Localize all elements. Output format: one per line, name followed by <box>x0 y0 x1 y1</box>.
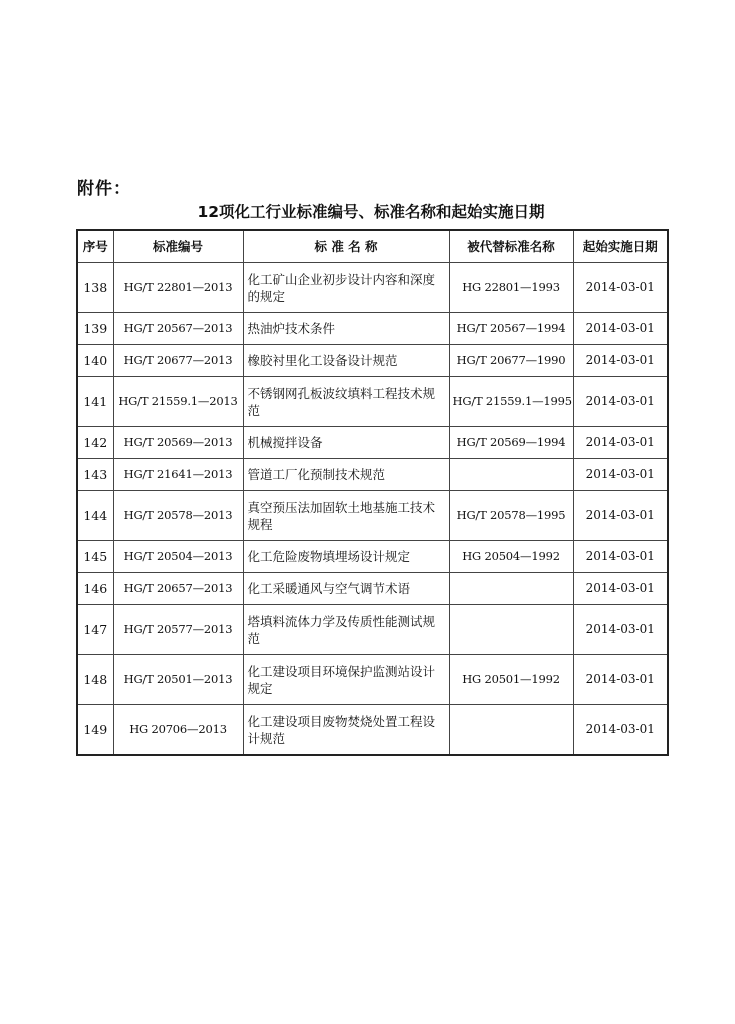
cell-date: 2014-03-01 <box>573 345 668 377</box>
cell-seq: 145 <box>77 541 113 573</box>
cell-seq: 149 <box>77 705 113 756</box>
cell-code: HG/T 20577—2013 <box>113 605 243 655</box>
header-date: 起始实施日期 <box>573 230 668 263</box>
cell-code: HG/T 20569—2013 <box>113 427 243 459</box>
cell-seq: 139 <box>77 313 113 345</box>
header-replaced: 被代替标准名称 <box>449 230 573 263</box>
cell-code: HG/T 20501—2013 <box>113 655 243 705</box>
table-row <box>77 605 668 655</box>
cell-code: HG/T 21641—2013 <box>113 459 243 491</box>
cell-name: 化工建设项目废物焚烧处置工程设计规范 <box>243 705 449 756</box>
cell-name: 塔填料流体力学及传质性能测试规范 <box>243 605 449 655</box>
standards-table <box>76 229 669 756</box>
cell-date: 2014-03-01 <box>573 605 668 655</box>
cell-code: HG/T 21559.1—2013 <box>113 377 243 427</box>
cell-code: HG/T 20504—2013 <box>113 541 243 573</box>
cell-replaced <box>449 705 573 756</box>
cell-seq: 140 <box>77 345 113 377</box>
cell-date: 2014-03-01 <box>573 313 668 345</box>
header-code: 标准编号 <box>113 230 243 263</box>
table-row <box>77 655 668 705</box>
cell-date: 2014-03-01 <box>573 491 668 541</box>
cell-date: 2014-03-01 <box>573 377 668 427</box>
cell-name: 不锈钢网孔板波纹填料工程技术规范 <box>243 377 449 427</box>
cell-seq: 138 <box>77 263 113 313</box>
table-header-row <box>77 230 668 263</box>
cell-name: 化工危险废物填埋场设计规定 <box>243 541 449 573</box>
cell-name: 化工采暖通风与空气调节术语 <box>243 573 449 605</box>
cell-seq: 146 <box>77 573 113 605</box>
cell-date: 2014-03-01 <box>573 459 668 491</box>
table-row <box>77 313 668 345</box>
cell-name: 化工建设项目环境保护监测站设计规定 <box>243 655 449 705</box>
header-name: 标 准 名 称 <box>243 230 449 263</box>
table-row <box>77 491 668 541</box>
attachment-label: 附件： <box>77 179 131 199</box>
cell-code: HG/T 22801—2013 <box>113 263 243 313</box>
cell-replaced: HG/T 20569—1994 <box>449 427 573 459</box>
cell-replaced: HG/T 20567—1994 <box>449 313 573 345</box>
table-row <box>77 573 668 605</box>
table-row <box>77 427 668 459</box>
cell-replaced: HG/T 20677—1990 <box>449 345 573 377</box>
cell-date: 2014-03-01 <box>573 263 668 313</box>
cell-replaced: HG 22801—1993 <box>449 263 573 313</box>
table-row <box>77 263 668 313</box>
cell-name: 橡胶衬里化工设备设计规范 <box>243 345 449 377</box>
cell-replaced: HG/T 21559.1—1995 <box>449 377 573 427</box>
cell-date: 2014-03-01 <box>573 541 668 573</box>
cell-seq: 143 <box>77 459 113 491</box>
cell-code: HG 20706—2013 <box>113 705 243 756</box>
cell-seq: 142 <box>77 427 113 459</box>
cell-code: HG/T 20578—2013 <box>113 491 243 541</box>
cell-seq: 147 <box>77 605 113 655</box>
table-row <box>77 541 668 573</box>
cell-code: HG/T 20657—2013 <box>113 573 243 605</box>
cell-name: 管道工厂化预制技术规范 <box>243 459 449 491</box>
cell-date: 2014-03-01 <box>573 705 668 756</box>
cell-code: HG/T 20677—2013 <box>113 345 243 377</box>
cell-replaced <box>449 459 573 491</box>
cell-name: 化工矿山企业初步设计内容和深度的规定 <box>243 263 449 313</box>
cell-replaced <box>449 605 573 655</box>
cell-code: HG/T 20567—2013 <box>113 313 243 345</box>
cell-seq: 144 <box>77 491 113 541</box>
cell-name: 热油炉技术条件 <box>243 313 449 345</box>
table-row <box>77 459 668 491</box>
cell-date: 2014-03-01 <box>573 573 668 605</box>
cell-seq: 141 <box>77 377 113 427</box>
cell-date: 2014-03-01 <box>573 655 668 705</box>
cell-name: 真空预压法加固软土地基施工技术规程 <box>243 491 449 541</box>
cell-replaced: HG 20501—1992 <box>449 655 573 705</box>
cell-seq: 148 <box>77 655 113 705</box>
cell-replaced: HG 20504—1992 <box>449 541 573 573</box>
cell-name: 机械搅拌设备 <box>243 427 449 459</box>
cell-replaced <box>449 573 573 605</box>
document-title: 12项化工行业标准编号、标准名称和起始实施日期 <box>197 203 545 221</box>
table-row <box>77 705 668 756</box>
cell-date: 2014-03-01 <box>573 427 668 459</box>
table-row <box>77 377 668 427</box>
cell-replaced: HG/T 20578—1995 <box>449 491 573 541</box>
table-row <box>77 345 668 377</box>
header-seq: 序号 <box>77 230 113 263</box>
